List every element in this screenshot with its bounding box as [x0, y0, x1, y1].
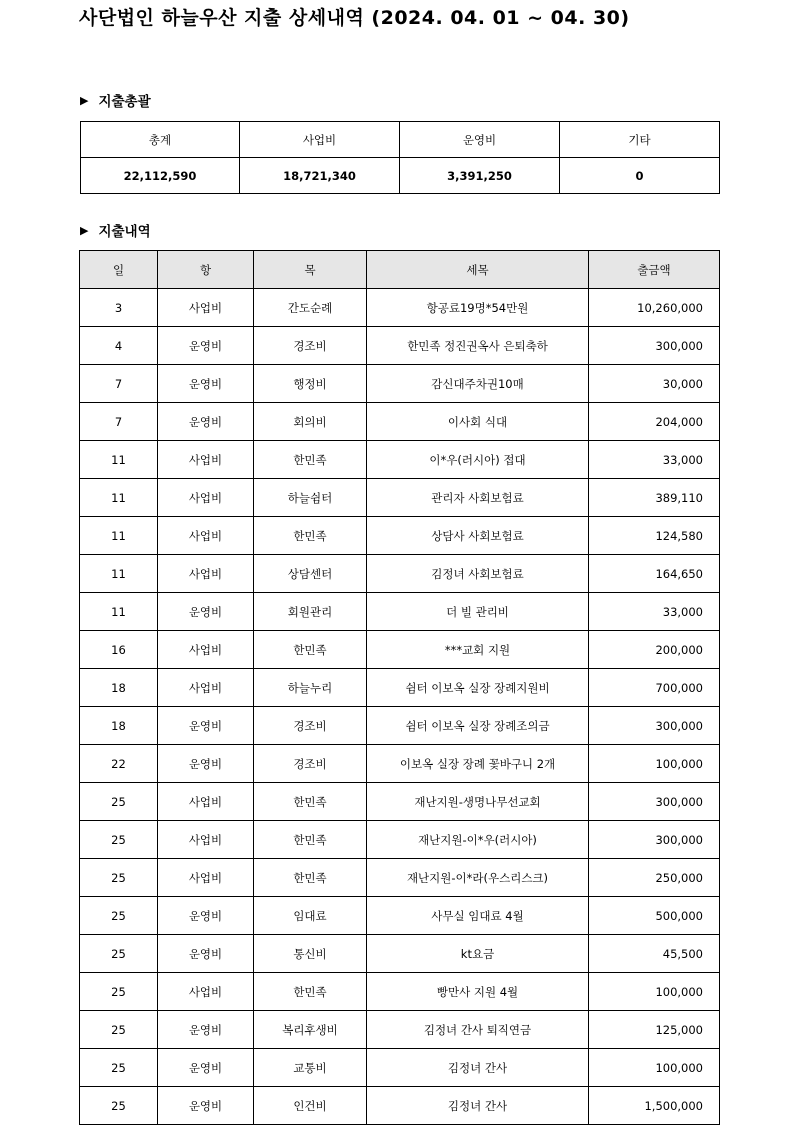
row-category: 운영비 [158, 327, 254, 365]
header-item: 목 [254, 251, 367, 289]
row-subitem: 쉼터 이보옥 실장 장례조의금 [367, 707, 589, 745]
row-subitem: 감신대주차권10매 [367, 365, 589, 403]
row-item: 상담센터 [254, 555, 367, 593]
row-day: 25 [80, 1087, 158, 1125]
row-amount: 200,000 [589, 631, 720, 669]
row-day: 11 [80, 555, 158, 593]
summary-header-other: 기타 [560, 122, 720, 158]
row-category: 운영비 [158, 897, 254, 935]
summary-section-heading [80, 90, 151, 110]
row-item: 복리후생비 [254, 1011, 367, 1049]
row-subitem: 빵만사 지원 4월 [367, 973, 589, 1011]
row-category: 사업비 [158, 631, 254, 669]
row-day: 11 [80, 441, 158, 479]
row-day: 11 [80, 593, 158, 631]
row-category: 사업비 [158, 973, 254, 1011]
table-row [80, 441, 720, 479]
row-subitem: 김정녀 간사 [367, 1049, 589, 1087]
table-row [80, 403, 720, 441]
table-row [80, 935, 720, 973]
table-row [80, 1049, 720, 1087]
row-category: 운영비 [158, 593, 254, 631]
row-subitem: 관리자 사회보험료 [367, 479, 589, 517]
row-category: 사업비 [158, 783, 254, 821]
row-subitem: 재난지원-생명나무선교회 [367, 783, 589, 821]
row-day: 7 [80, 365, 158, 403]
table-row [80, 745, 720, 783]
row-category: 사업비 [158, 859, 254, 897]
detail-section-heading [80, 220, 151, 240]
row-subitem: kt요금 [367, 935, 589, 973]
triangle-right-icon: ▶ [80, 223, 89, 237]
table-row [80, 859, 720, 897]
row-item: 하늘쉼터 [254, 479, 367, 517]
row-day: 18 [80, 707, 158, 745]
summary-value-other: 0 [560, 158, 720, 194]
table-row [80, 479, 720, 517]
row-amount: 700,000 [589, 669, 720, 707]
row-day: 25 [80, 821, 158, 859]
summary-header-business: 사업비 [240, 122, 400, 158]
table-row [80, 365, 720, 403]
row-subitem: ***교회 지원 [367, 631, 589, 669]
row-subitem: 김정녀 간사 [367, 1087, 589, 1125]
row-amount: 300,000 [589, 707, 720, 745]
row-item: 한민족 [254, 783, 367, 821]
row-category: 사업비 [158, 441, 254, 479]
row-amount: 100,000 [589, 1049, 720, 1087]
summary-value-total: 22,112,590 [81, 158, 240, 194]
row-item: 간도순례 [254, 289, 367, 327]
detail-table-body [80, 289, 720, 1125]
row-amount: 1,500,000 [589, 1087, 720, 1125]
row-subitem: 재난지원-이*우(러시아) [367, 821, 589, 859]
table-row [80, 327, 720, 365]
row-item: 교통비 [254, 1049, 367, 1087]
table-row [80, 555, 720, 593]
row-day: 22 [80, 745, 158, 783]
row-amount: 500,000 [589, 897, 720, 935]
table-row [80, 593, 720, 631]
row-item: 한민족 [254, 859, 367, 897]
row-item: 임대료 [254, 897, 367, 935]
detail-heading-label: 지출내역 [98, 224, 151, 240]
row-day: 16 [80, 631, 158, 669]
row-day: 11 [80, 479, 158, 517]
row-category: 운영비 [158, 1087, 254, 1125]
row-item: 한민족 [254, 631, 367, 669]
row-day: 25 [80, 973, 158, 1011]
summary-heading-label: 지출총괄 [98, 94, 151, 110]
row-amount: 389,110 [589, 479, 720, 517]
header-subitem: 세목 [367, 251, 589, 289]
row-day: 25 [80, 897, 158, 935]
row-category: 사업비 [158, 821, 254, 859]
summary-header-row [81, 122, 720, 158]
row-amount: 45,500 [589, 935, 720, 973]
row-amount: 300,000 [589, 821, 720, 859]
row-subitem: 더 빌 관리비 [367, 593, 589, 631]
row-day: 25 [80, 935, 158, 973]
row-subitem: 쉼터 이보옥 실장 장례지원비 [367, 669, 589, 707]
summary-value-business: 18,721,340 [240, 158, 400, 194]
table-row [80, 783, 720, 821]
row-category: 사업비 [158, 669, 254, 707]
row-item: 하늘누리 [254, 669, 367, 707]
summary-header-total: 총계 [81, 122, 240, 158]
header-category: 항 [158, 251, 254, 289]
summary-value-operating: 3,391,250 [400, 158, 560, 194]
row-category: 사업비 [158, 517, 254, 555]
row-amount: 164,650 [589, 555, 720, 593]
detail-table [79, 250, 720, 1125]
table-row [80, 897, 720, 935]
row-item: 회의비 [254, 403, 367, 441]
row-amount: 33,000 [589, 593, 720, 631]
table-row [80, 1011, 720, 1049]
row-amount: 300,000 [589, 783, 720, 821]
header-amount: 출금액 [589, 251, 720, 289]
row-subitem: 재난지원-이*라(우스리스크) [367, 859, 589, 897]
row-day: 25 [80, 783, 158, 821]
row-item: 행정비 [254, 365, 367, 403]
row-item: 경조비 [254, 745, 367, 783]
row-category: 사업비 [158, 479, 254, 517]
row-amount: 300,000 [589, 327, 720, 365]
row-day: 3 [80, 289, 158, 327]
summary-header-operating: 운영비 [400, 122, 560, 158]
row-item: 통신비 [254, 935, 367, 973]
row-category: 사업비 [158, 555, 254, 593]
row-amount: 125,000 [589, 1011, 720, 1049]
document-title: 사단법인 하늘우산 지출 상세내역 (2024. 04. 01 ~ 04. 30) [79, 7, 630, 29]
row-subitem: 이보옥 실장 장례 꽃바구니 2개 [367, 745, 589, 783]
row-category: 운영비 [158, 365, 254, 403]
row-category: 운영비 [158, 1049, 254, 1087]
row-amount: 10,260,000 [589, 289, 720, 327]
row-item: 경조비 [254, 327, 367, 365]
table-row [80, 1087, 720, 1125]
row-category: 운영비 [158, 745, 254, 783]
table-row [80, 669, 720, 707]
row-subitem: 이*우(러시아) 접대 [367, 441, 589, 479]
row-category: 운영비 [158, 1011, 254, 1049]
row-amount: 100,000 [589, 973, 720, 1011]
table-row [80, 707, 720, 745]
row-subitem: 사무실 임대료 4월 [367, 897, 589, 935]
row-amount: 33,000 [589, 441, 720, 479]
row-subitem: 상담사 사회보험료 [367, 517, 589, 555]
row-item: 한민족 [254, 441, 367, 479]
table-row [80, 973, 720, 1011]
row-day: 25 [80, 1049, 158, 1087]
triangle-right-icon: ▶ [80, 93, 89, 107]
row-amount: 250,000 [589, 859, 720, 897]
detail-header-row [80, 251, 720, 289]
table-row [80, 517, 720, 555]
row-subitem: 한민족 정진권옥사 은퇴축하 [367, 327, 589, 365]
row-amount: 100,000 [589, 745, 720, 783]
row-item: 인건비 [254, 1087, 367, 1125]
row-day: 25 [80, 1011, 158, 1049]
table-row [80, 289, 720, 327]
row-category: 사업비 [158, 289, 254, 327]
summary-table [80, 121, 720, 194]
row-category: 운영비 [158, 935, 254, 973]
row-subitem: 이사회 식대 [367, 403, 589, 441]
row-item: 한민족 [254, 973, 367, 1011]
row-day: 11 [80, 517, 158, 555]
row-category: 운영비 [158, 403, 254, 441]
row-amount: 204,000 [589, 403, 720, 441]
table-row [80, 631, 720, 669]
row-day: 18 [80, 669, 158, 707]
summary-value-row [81, 158, 720, 194]
row-subitem: 김정녀 간사 퇴직연금 [367, 1011, 589, 1049]
row-subitem: 항공료19명*54만원 [367, 289, 589, 327]
header-day: 일 [80, 251, 158, 289]
row-item: 한민족 [254, 821, 367, 859]
row-category: 운영비 [158, 707, 254, 745]
row-day: 25 [80, 859, 158, 897]
row-item: 한민족 [254, 517, 367, 555]
row-item: 회원관리 [254, 593, 367, 631]
row-subitem: 김정녀 사회보험료 [367, 555, 589, 593]
row-item: 경조비 [254, 707, 367, 745]
row-amount: 30,000 [589, 365, 720, 403]
row-amount: 124,580 [589, 517, 720, 555]
row-day: 7 [80, 403, 158, 441]
table-row [80, 821, 720, 859]
row-day: 4 [80, 327, 158, 365]
